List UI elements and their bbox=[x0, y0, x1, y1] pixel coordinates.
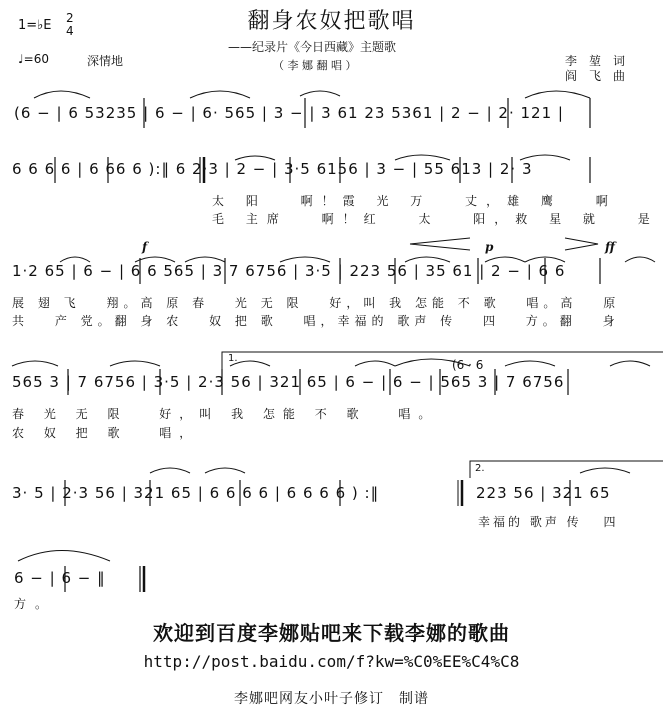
tempo-marking: ♩=60 bbox=[18, 52, 49, 66]
lyric-line-3b: 共 产 党。翻 身 农 奴 把 歌 唱，幸福的 歌声 传 四 方。翻 身 bbox=[12, 314, 620, 328]
key-label: 1=♭E bbox=[18, 18, 52, 33]
score-line-5-ending: 223 56 | 321 65 bbox=[476, 484, 611, 502]
score-line-5: 3· 5 | 2·3 56 | 321 65 | 6 6 6 6 | 6 6 6 6 ) :‖ bbox=[12, 484, 380, 502]
song-title: 翻身农奴把歌唱 bbox=[247, 9, 416, 34]
lyric-line-4b: 农 奴 把 歌 唱， bbox=[12, 426, 200, 440]
dynamic-fortissimo: ff bbox=[605, 240, 615, 254]
score-line-1: (6 − | 6 53235 | 6 − | 6· 565 | 3 − | 3 61 23 5361 | 2 − | 2· 121 | bbox=[14, 104, 564, 122]
alt-notes: (6 · 6 bbox=[452, 358, 484, 372]
score-line-3: 1·2 65 | 6 − | 6 6 565 | 3 7 6756 | 3·5 | 223 56 | 35 61 | 2 − | 6 6 bbox=[12, 262, 566, 280]
footer-credit: 李娜吧网友小叶子修订 制谱 bbox=[234, 691, 429, 707]
score-line-4: 565 3 | 7 6756 | 3·5 | 2·3 56 | 321 65 | 6 − | 6 − | 565 3 | 7 6756 bbox=[12, 373, 565, 391]
footer-promo: 欢迎到百度李娜贴吧来下载李娜的歌曲 bbox=[153, 621, 510, 645]
lyric-line-2b: 毛 主席 啊！红 太 阳，救 星 就 是 bbox=[212, 212, 659, 226]
singer-credit: （ 李 娜 翻 唱 ） bbox=[273, 59, 357, 72]
time-sig-top: 2 bbox=[66, 11, 74, 25]
volta-2-label: 2. bbox=[475, 463, 485, 474]
lyric-line-3a: 展 翅 飞 翔。高 原 春 光 无 限 好，叫 我 怎能 不 歌 唱。高 原 bbox=[12, 296, 621, 310]
dynamic-piano: p bbox=[485, 240, 494, 254]
lyricist-credit: 李 堃 词 bbox=[565, 54, 626, 68]
dynamic-forte: f bbox=[142, 240, 148, 254]
lyric-line-6: 方。 bbox=[14, 597, 57, 611]
lyric-line-5: 幸福的 歌声 传 四 bbox=[478, 515, 619, 529]
time-sig-bottom: 4 bbox=[66, 24, 74, 38]
score-line-2: 6 6 6 6 | 6 66 6 ):‖ 6 2·3 | 2 − | 3·5 6156 | 3 − | 55 613 | 2· 3 bbox=[12, 160, 533, 178]
score-line-6: 6 − | 6 − ‖ bbox=[14, 569, 106, 587]
subtitle: ——纪录片《今日西藏》主题歌 bbox=[228, 40, 397, 54]
volta-1-label: 1. bbox=[228, 353, 238, 364]
lyric-line-4a: 春 光 无 限 好，叫 我 怎能 不 歌 唱。 bbox=[12, 407, 439, 421]
composer-credit: 阎 飞 曲 bbox=[565, 69, 626, 83]
lyric-line-2a: 太 阳 啊！霞 光 万 丈，雄 鹰 啊 bbox=[212, 194, 617, 208]
footer-url[interactable]: http://post.baidu.com/f?kw=%C0%EE%C4%C8 bbox=[143, 652, 520, 671]
mood-marking: 深情地 bbox=[87, 54, 124, 68]
